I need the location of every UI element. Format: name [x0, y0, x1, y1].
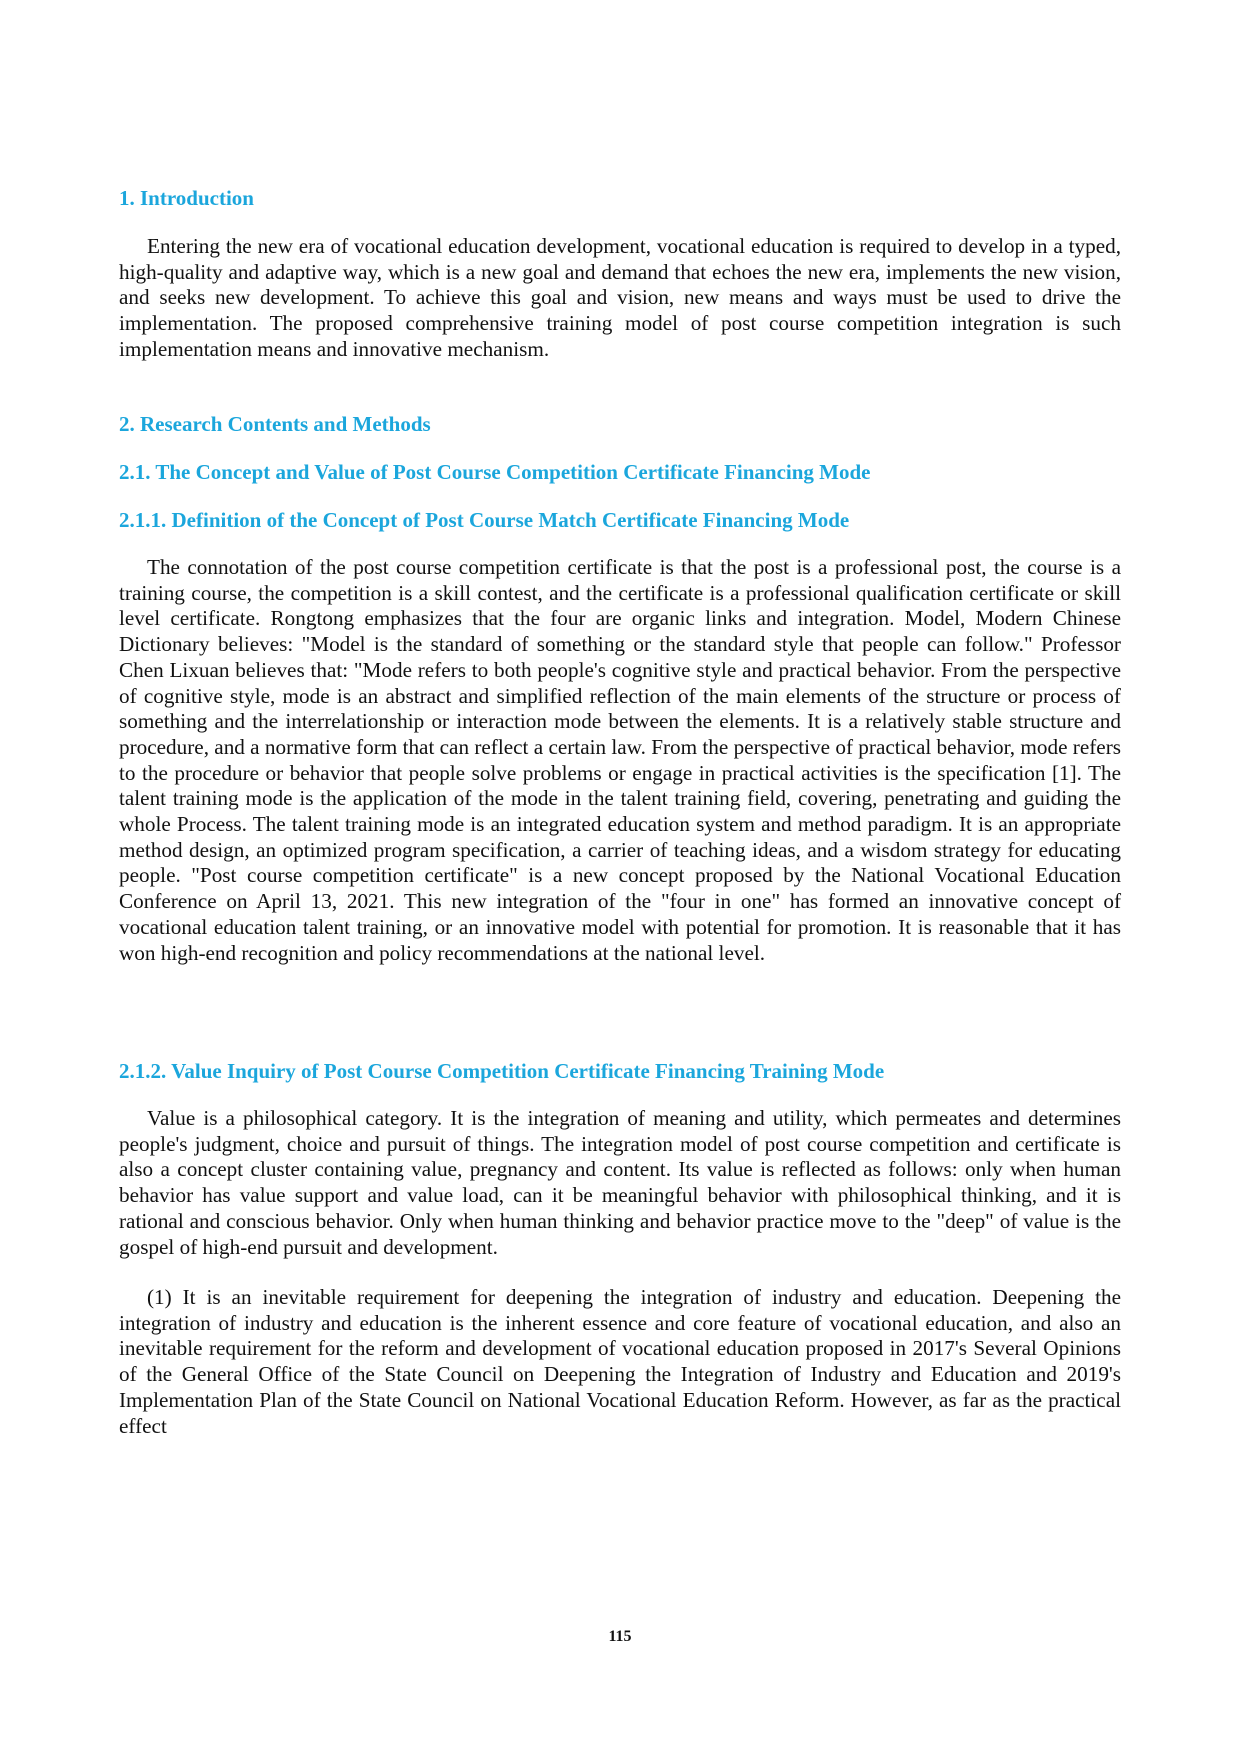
paragraph-integration-requirement [119, 1285, 1121, 1439]
subsubsection-heading-definition: 2.1.1. Definition of the Concept of Post Course Match Certificate Financing Mode [119, 508, 850, 532]
paragraph-text: Value is a philosophical category. It is the integration of meaning and utility, which permeates and determines people's judgment, choice and pursuit of things. The integration model of post course competition and certificate is also a concept cluster containing value, pregnancy and content. Its value is reflected as follows: only when human behavior has value support and value load, can it be meaningful behavior with philosophical thinking, and it is rational and conscious behavior. Only when human thinking and behavior practice move to the "deep" of value is the gospel of high-end pursuit and development. [119, 1106, 1121, 1259]
section-heading-introduction: 1. Introduction [119, 186, 254, 210]
subsubsection-heading-value-inquiry: 2.1.2. Value Inquiry of Post Course Competition Certificate Financing Training Mode [119, 1059, 885, 1083]
paragraph-introduction [119, 234, 1121, 363]
page-number: 115 [608, 1628, 632, 1645]
subsection-heading-concept-value: 2.1. The Concept and Value of Post Course Competition Certificate Financing Mode [119, 460, 871, 484]
section-heading-research: 2. Research Contents and Methods [119, 412, 431, 436]
paragraph-text: Entering the new era of vocational education development, vocational education is required to develop in a typed, high-quality and adaptive way, which is a new goal and demand that echoes the new era, implements the new vision, and seeks new development. To achieve this goal and vision, new means and ways must be used to drive the implementation. The proposed comprehensive training model of post course competition integration is such implementation means and innovative mechanism. [119, 234, 1121, 361]
paragraph-value-inquiry [119, 1106, 1121, 1260]
paragraph-text: The connotation of the post course competition certificate is that the post is a professional post, the course is a training course, the competition is a skill contest, and the certificate is a professional qualification certificate or skill level certificate. Rongtong emphasizes that the four are organic links and integration. Model, Modern Chinese Dictionary believes: "Model is the standard of something or the standard style that people can follow." Professor Chen Lixuan believes that: "Mode refers to both people's cognitive style and practical behavior. From the perspective of cognitive style, mode is an abstract and simplified reflection of the main elements of the structure or process of something and the interrelationship or interaction mode between the elements. It is a relatively stable structure and procedure, and a normative form that can reflect a certain law. From the perspective of practical behavior, mode refers to the procedure or behavior that people solve problems or engage in practical activities is the specification [1]. The talent training mode is the application of the mode in the talent training field, covering, penetrating and guiding the whole Process. The talent training mode is an integrated education system and method paradigm. It is an appropriate method design, an optimized program specification, a carrier of teaching ideas, and a wisdom strategy for educating people. "Post course competition certificate" is a new concept proposed by the National Vocational Education Conference on April 13, 2021. This new integration of the "four in one" has formed an innovative concept of vocational education talent training, or an innovative model with potential for promotion. It is reasonable that it has won high-end recognition and policy recommendations at the national level. [119, 555, 1121, 965]
paragraph-text: (1) It is an inevitable requirement for deepening the integration of industry and education. Deepening the integration of industry and education is the inherent essence and core feature of vocational education, and also an inevitable requirement for the reform and development of vocational education proposed in 2017's Several Opinions of the General Office of the State Council on Deepening the Integration of Industry and Education and 2019's Implementation Plan of the State Council on National Vocational Education Reform. However, as far as the practical effect [119, 1285, 1121, 1438]
paragraph-definition [119, 555, 1121, 966]
